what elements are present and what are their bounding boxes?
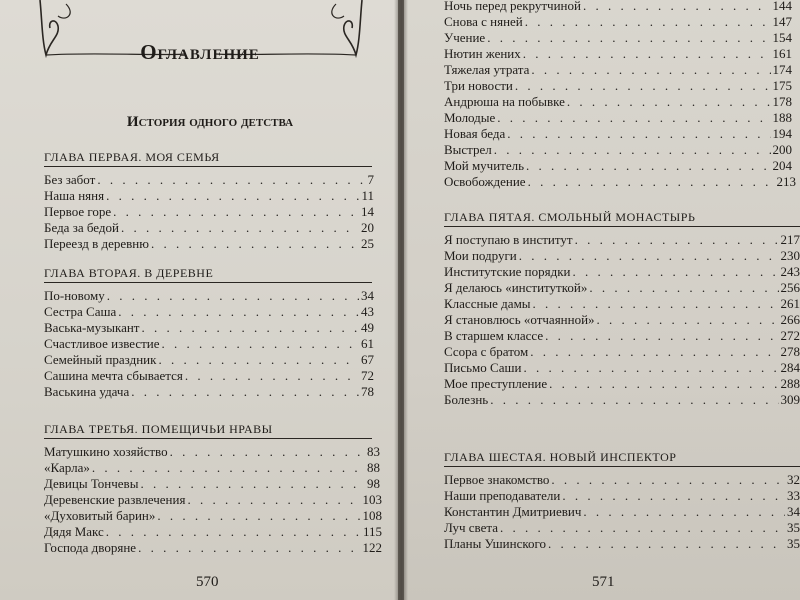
toc-entry[interactable]: Снова с няней . . . 147 — [444, 14, 792, 30]
toc-entry[interactable]: Молодые . . . 188 — [444, 110, 792, 126]
toc-entry[interactable]: Матушкино хозяйство . . . 83 — [44, 444, 380, 460]
toc-entry[interactable]: Ссора с братом . . . 278 — [444, 344, 800, 360]
toc-entry[interactable]: Дядя Макс . . . 115 — [44, 524, 382, 540]
toc-entry[interactable]: Господа дворяне . . . 122 — [44, 540, 382, 556]
toc-entry[interactable]: Переезд в деревню . . . 25 — [44, 236, 374, 252]
toc-entry[interactable]: Тяжелая утрата . . . 174 — [444, 62, 792, 78]
toc-title: Оглавление — [140, 40, 260, 64]
chapter-heading: ГЛАВА ПЕРВАЯ. МОЯ СЕМЬЯ — [44, 150, 220, 164]
toc-entry[interactable]: Нютин жених . . . 161 — [444, 46, 792, 62]
toc-entry[interactable]: Классные дамы . . . 261 — [444, 296, 800, 312]
toc-entry[interactable]: Деревенские развлечения . . . 103 — [44, 492, 382, 508]
book-gutter — [394, 0, 408, 600]
left-page — [0, 0, 398, 600]
toc-entry[interactable]: Планы Ушинского . . . 35 — [444, 536, 800, 552]
toc-entry[interactable]: Наши преподаватели . . . 33 — [444, 488, 800, 504]
toc-entry[interactable]: Я становлюсь «отчаянной» . . . 266 — [444, 312, 800, 328]
toc-entry[interactable]: Наша няня . . . 11 — [44, 188, 374, 204]
toc-entry[interactable]: Луч света . . . 35 — [444, 520, 800, 536]
toc-entry[interactable]: «Духовитый барин» . . . 108 — [44, 508, 382, 524]
toc-entry[interactable]: В старшем классе . . . 272 — [444, 328, 800, 344]
toc-entry[interactable]: Мое преступление . . . 288 — [444, 376, 800, 392]
toc-entry[interactable]: По-новому . . . 34 — [44, 288, 374, 304]
toc-entry[interactable]: Новая беда . . . 194 — [444, 126, 792, 142]
book-title: История одного детства — [126, 114, 294, 130]
toc-entry[interactable]: Три новости . . . 175 — [444, 78, 792, 94]
toc-entry[interactable]: Андрюша на побывке . . . 178 — [444, 94, 792, 110]
toc-entry[interactable]: Мой мучитель . . . 204 — [444, 158, 792, 174]
toc-entry[interactable]: Ночь перед рекрутчиной . . . 144 — [444, 0, 792, 14]
toc-entry[interactable]: Константин Дмитриевич . . . 34 — [444, 504, 800, 520]
toc-entry[interactable]: Семейный праздник . . . 67 — [44, 352, 374, 368]
toc-entry[interactable]: Сашина мечта сбывается . . . 72 — [44, 368, 374, 384]
toc-entry[interactable]: Счастливое известие . . . 61 — [44, 336, 374, 352]
toc-entry[interactable]: Васька-музыкант . . . 49 — [44, 320, 374, 336]
toc-entry[interactable]: Письмо Саши . . . 284 — [444, 360, 800, 376]
toc-entry[interactable]: Девицы Тончевы . . . 98 — [44, 476, 380, 492]
toc-entry[interactable]: Я поступаю в институт . . . 217 — [444, 232, 800, 248]
toc-entry[interactable]: Институтские порядки . . . 243 — [444, 264, 800, 280]
chapter-heading: ГЛАВА ПЯТАЯ. СМОЛЬНЫЙ МОНАСТЫРЬ — [444, 210, 696, 224]
toc-entry[interactable]: Сестра Саша . . . 43 — [44, 304, 374, 320]
page-number: 570 — [196, 574, 219, 590]
toc-entry[interactable]: Учение . . . 154 — [444, 30, 792, 46]
chapter-rule — [444, 226, 800, 227]
toc-entry[interactable]: Освобождение . . . 213 — [444, 174, 796, 190]
chapter-rule — [44, 282, 372, 283]
chapter-heading: ГЛАВА ВТОРАЯ. В ДЕРЕВНЕ — [44, 266, 214, 280]
toc-entry[interactable]: Без забот . . . 7 — [44, 172, 374, 188]
chapter-heading: ГЛАВА ШЕСТАЯ. НОВЫЙ ИНСПЕКТОР — [444, 450, 677, 464]
toc-entry[interactable]: Первое горе . . . 14 — [44, 204, 374, 220]
toc-entry[interactable]: Первое знакомство . . . 32 — [444, 472, 800, 488]
toc-entry[interactable]: Болезнь . . . 309 — [444, 392, 800, 408]
chapter-rule — [444, 466, 800, 467]
toc-entry[interactable]: Беда за бедой . . . 20 — [44, 220, 374, 236]
page-number: 571 — [592, 574, 615, 590]
toc-entry[interactable]: «Карла» . . . 88 — [44, 460, 380, 476]
toc-entry[interactable]: Выстрел . . . 200 — [444, 142, 792, 158]
chapter-rule — [44, 166, 372, 167]
chapter-heading: ГЛАВА ТРЕТЬЯ. ПОМЕЩИЧЬИ НРАВЫ — [44, 422, 273, 436]
toc-entry[interactable]: Я делаюсь «институткой» . . . 256 — [444, 280, 800, 296]
right-page — [404, 0, 800, 600]
toc-entry[interactable]: Васькина удача . . . 78 — [44, 384, 374, 400]
chapter-rule — [44, 438, 372, 439]
toc-entry[interactable]: Мои подруги . . . 230 — [444, 248, 800, 264]
